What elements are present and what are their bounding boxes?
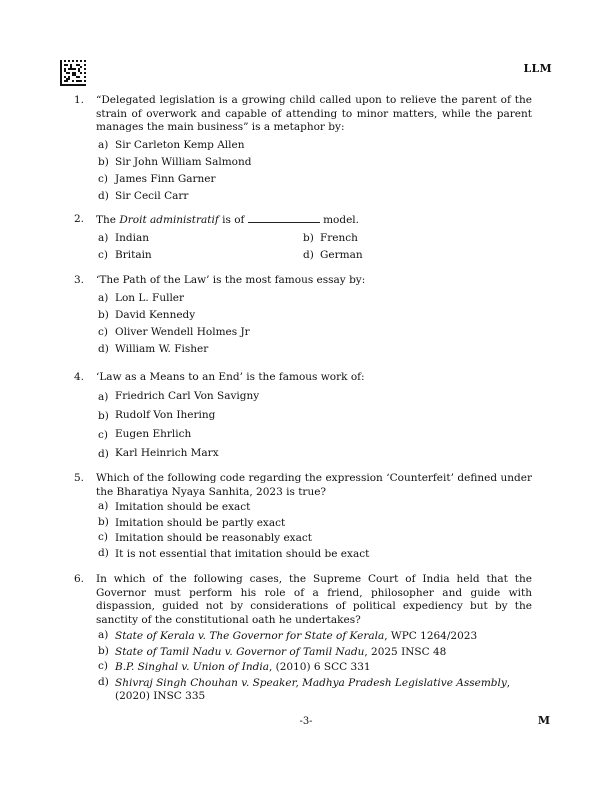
option-b: b) Sir John William Salmond bbox=[98, 155, 252, 168]
options-list bbox=[98, 230, 532, 264]
option-d: d) Shivraj Singh Chouhan v. Speaker, Madhya Pradesh Legislative Assembly, (2020) INSC 335 bbox=[98, 675, 511, 702]
option-b: b) Imitation should be partly exact bbox=[98, 515, 286, 529]
option-a: a) Friedrich Carl Von Savigny bbox=[98, 389, 260, 403]
option-c: c) James Finn Garner bbox=[98, 172, 216, 185]
question-number: 3. bbox=[74, 274, 85, 286]
option-a: a) Indian bbox=[98, 231, 150, 244]
fill-blank bbox=[248, 213, 320, 223]
option-d: d) German bbox=[303, 248, 363, 261]
question-text: “Delegated legislation is a growing child called upon to relieve the parent of the strain of overwork and capable of attending to minor matters, while the parent manages the main business” is a metaphor by: bbox=[96, 94, 532, 133]
question-text: ‘The Path of the Law’ is the most famous essay by: bbox=[96, 274, 366, 286]
question-3 bbox=[74, 274, 532, 358]
options-list bbox=[98, 628, 532, 703]
option-d: d) It is not essential that imitation should be exact bbox=[98, 546, 370, 560]
question-5 bbox=[74, 472, 532, 561]
option-a: a) Imitation should be exact bbox=[98, 500, 251, 513]
option-c: c) Britain bbox=[98, 248, 152, 261]
footer-code: M bbox=[537, 714, 550, 727]
option-d: d) William W. Fisher bbox=[98, 342, 209, 355]
question-1 bbox=[74, 94, 532, 205]
question-number: 5. bbox=[74, 472, 85, 484]
question-2 bbox=[74, 213, 532, 264]
option-b: b) Rudolf Von Ihering bbox=[98, 408, 216, 422]
question-6 bbox=[74, 573, 532, 703]
option-b: b) State of Tamil Nadu v. Governor of Tamil Nadu, 2025 INSC 48 bbox=[98, 644, 447, 658]
question-text: Which of the following code regarding the expression ‘Counterfeit’ defined under the Bharatiya Nyaya Sanhita, 2023 is true? bbox=[96, 472, 532, 498]
question-number: 2. bbox=[74, 213, 85, 225]
question-text: ‘Law as a Means to an End’ is the famous work of: bbox=[96, 371, 365, 383]
option-a: a) State of Kerala v. The Governor for State of Kerala, WPC 1264/2023 bbox=[98, 629, 478, 642]
question-text: In which of the following cases, the Supreme Court of India held that the Governor must perform his role of a friend, philosopher and guide with dispassion, guided not by considerations of political expediency but by the sanctity of the constitutional oath he undertakes? bbox=[96, 573, 532, 626]
options-list bbox=[98, 290, 532, 358]
option-a: a) Sir Carleton Kemp Allen bbox=[98, 138, 245, 151]
option-c: c) B.P. Singhal v. Union of India, (2010) 6 SCC 331 bbox=[98, 660, 371, 673]
option-c: c) Eugen Ehrlich bbox=[98, 427, 192, 441]
page-number: -3- bbox=[299, 716, 313, 727]
question-number: 4. bbox=[74, 371, 85, 383]
option-c: c) Imitation should be reasonably exact bbox=[98, 531, 312, 544]
option-b: b) French bbox=[303, 231, 358, 244]
question-number: 6. bbox=[74, 573, 85, 585]
option-d: d) Sir Cecil Carr bbox=[98, 189, 189, 202]
options-list bbox=[98, 388, 532, 464]
qr-code bbox=[60, 60, 86, 86]
option-d: d) Karl Heinrich Marx bbox=[98, 446, 219, 460]
option-b: b) David Kennedy bbox=[98, 308, 196, 321]
question-4 bbox=[74, 371, 532, 464]
header-code: LLM bbox=[523, 62, 552, 75]
options-list bbox=[98, 499, 532, 561]
option-a: a) Lon L. Fuller bbox=[98, 291, 185, 304]
question-number: 1. bbox=[74, 94, 85, 106]
question-text: The Droit administratif is of model. bbox=[96, 214, 359, 226]
option-c: c) Oliver Wendell Holmes Jr bbox=[98, 325, 250, 338]
options-list bbox=[98, 137, 532, 205]
